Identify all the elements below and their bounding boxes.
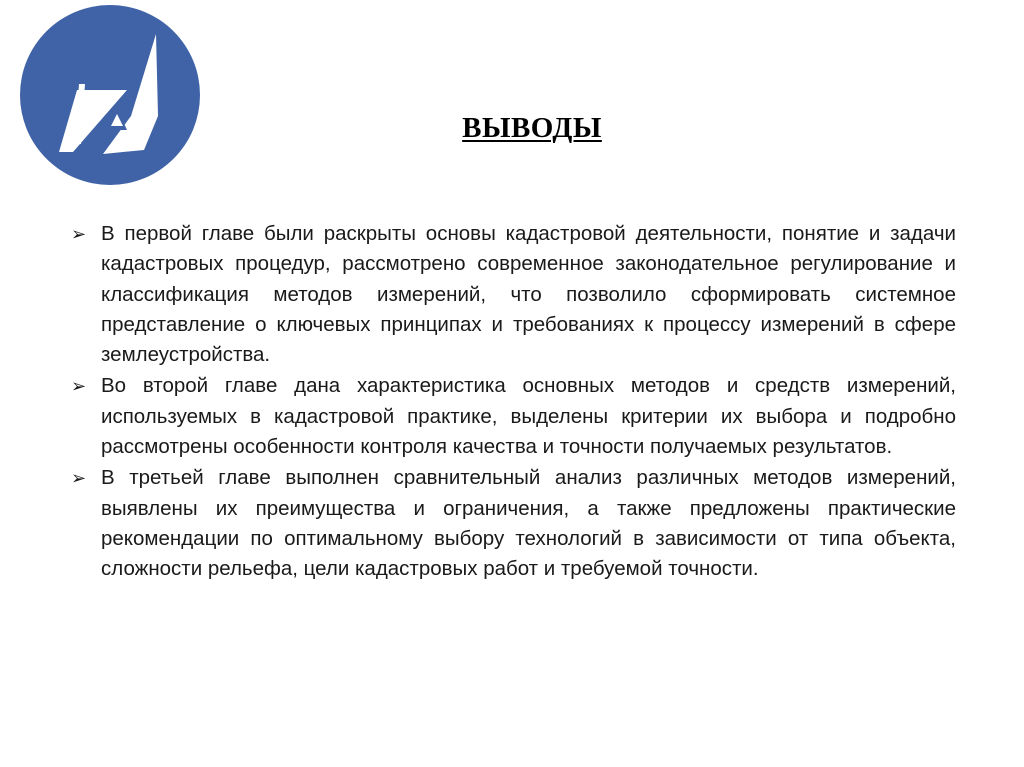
list-item [70,219,956,370]
bullet-text: В третьей главе выполнен сравнительный анализ различных методов измерений, выявлены их преимущества и ограничения, а также предложены практические рекомендации по оптимальному выбору технологий в зависимости от типа объекта, сложности рельефа, цели кадастровых работ и требуемой точности. [101,466,956,581]
list-item [70,463,956,584]
institution-logo-icon [19,4,201,186]
bullet-text: Во второй главе дана характеристика основных методов и средств измерений, используемых в кадастровой практике, выделены критерии их выбора и подробно рассмотрены особенности контроля качества и точности получаемых результатов. [101,374,956,459]
conclusions-list [70,219,956,586]
page-title: ВЫВОДЫ [462,112,602,144]
arrow-bullet-icon: ➢ [71,468,87,489]
arrow-bullet-icon: ➢ [71,376,87,397]
list-item [70,371,956,462]
bullet-text: В первой главе были раскрыты основы кадастровой деятельности, понятие и задачи кадастровых процедур, рассмотрено современное законодательное регулирование и классификация методов измерений, что позволило сформировать системное представление о ключевых принципах и требованиях к процессу измерений в сфере землеустройства. [101,222,956,367]
arrow-bullet-icon: ➢ [71,224,87,244]
